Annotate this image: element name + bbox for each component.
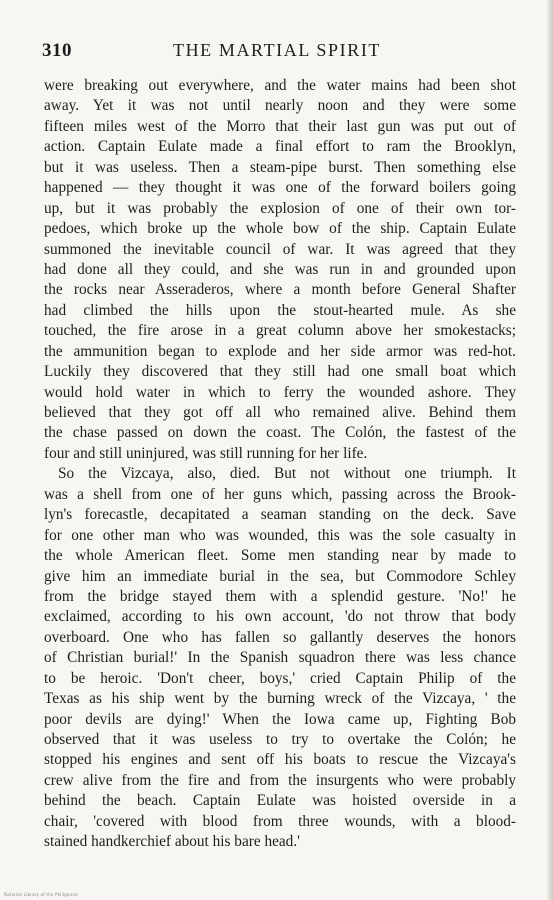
body-text — [44, 76, 516, 853]
text-line: So the Vizcaya, also, died. But not without one triumph. It — [58, 465, 516, 483]
text-line: the whole American fleet. Some men standing near by made to — [44, 547, 516, 565]
text-line: crew alive from the fire and from the insurgents who were probably — [44, 771, 516, 789]
text-line: from the bridge stayed them with a splendid gesture. 'No!' he — [44, 587, 516, 605]
text-line: action. Captain Eulate made a final effort to ram the Brooklyn, — [44, 138, 516, 156]
text-line: but it was useless. Then a steam-pipe burst. Then something else — [44, 158, 516, 176]
text-line: overboard. One who has fallen so gallantly deserves the honors — [44, 628, 516, 646]
text-line: for one other man who was wounded, this was the sole casualty in — [44, 526, 516, 544]
text-line: had climbed the hills upon the stout-hearted mule. As she — [44, 301, 516, 319]
text-line: the ammunition began to explode and her side armor was red-hot. — [44, 342, 516, 360]
text-line: summoned the inevitable council of war. It was agreed that they — [44, 240, 516, 258]
text-line: give him an immediate burial in the sea, but Commodore Schley — [44, 567, 516, 585]
text-line: up, but it was probably the explosion of one of their own tor- — [44, 199, 516, 217]
text-line: happened — they thought it was one of the forward boilers going — [44, 179, 516, 197]
text-line: pedoes, which broke up the whole bow of the ship. Captain Eulate — [44, 220, 516, 238]
text-line: Texas as his ship went by the burning wreck of the Vizcaya, ' the — [44, 690, 516, 708]
page-header — [42, 40, 512, 66]
text-line: had done all they could, and she was run in and grounded upon — [44, 260, 516, 278]
text-line: stopped his engines and sent off his boats to rescue the Vizcaya's — [44, 751, 516, 769]
text-line: of Christian burial!' In the Spanish squadron there was less chance — [44, 649, 516, 667]
text-line: believed that they got off all who remained alive. Behind them — [44, 404, 516, 421]
text-line: fifteen miles west of the Morro that their last gun was put out of — [44, 117, 516, 135]
text-line: to be heroic. 'Don't cheer, boys,' cried Captain Philip of the — [44, 669, 516, 687]
text-line: lyn's forecastle, decapitated a seaman standing on the deck. Save — [44, 506, 516, 524]
library-stamp: National Library of the Philippines — [4, 892, 79, 897]
text-line: chair, 'covered with blood from three wounds, with a blood- — [44, 812, 516, 830]
text-line: the rocks near Asseraderos, where a month before General Shafter — [44, 281, 516, 299]
text-line: stained handkerchief about his bare head.' — [44, 833, 300, 851]
page-edge — [546, 0, 553, 900]
text-line: exclaimed, according to his own account, 'do not throw that body — [44, 608, 516, 626]
text-line: were breaking out everywhere, and the water mains had been shot — [44, 77, 516, 94]
text-line: was a shell from one of her guns which, passing across the Brook- — [44, 485, 516, 503]
text-line: behind the beach. Captain Eulate was hoisted overside in a — [44, 792, 516, 810]
running-title: THE MARTIAL SPIRIT — [172, 40, 382, 60]
text-line: observed that it was useless to try to overtake the Colón; he — [44, 731, 516, 748]
text-line: poor devils are dying!' When the Iowa came up, Fighting Bob — [44, 710, 516, 728]
text-line: would hold water in which to ferry the wounded ashore. They — [44, 383, 516, 401]
text-line: four and still uninjured, was still running for her life. — [44, 444, 368, 462]
page-number: 310 — [42, 40, 72, 61]
text-line: Luckily they discovered that they still had one small boat which — [44, 363, 516, 381]
text-line: the chase passed on down the coast. The Colón, the fastest of the — [44, 424, 516, 442]
text-line: touched, the fire arose in a great column above her smokestacks; — [44, 322, 516, 340]
text-line: away. Yet it was not until nearly noon and they were some — [44, 97, 516, 115]
